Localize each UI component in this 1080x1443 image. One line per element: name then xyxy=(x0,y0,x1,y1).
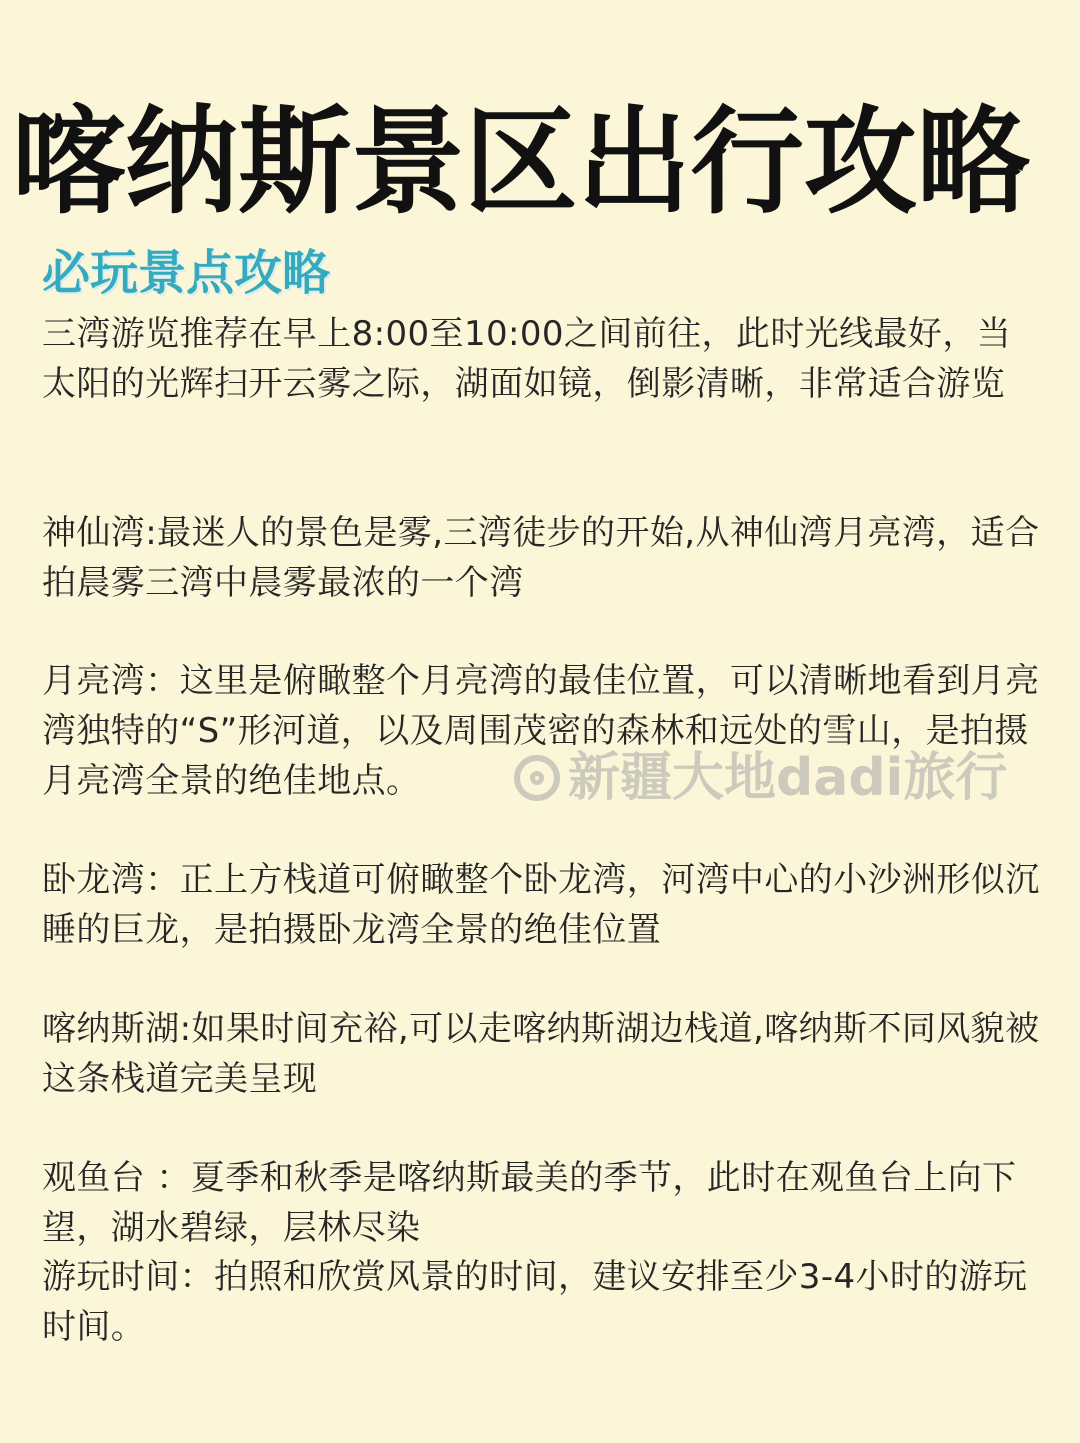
page-title: 喀纳斯景区出行攻略 xyxy=(12,94,1030,230)
visit-duration-paragraph: 游玩时间：拍照和欣赏风景的时间，建议安排至少3-4小时的游玩时间。 xyxy=(42,1257,1028,1347)
section-title: 必玩景点攻略 xyxy=(42,244,331,301)
shenxian-bay-paragraph: 神仙湾:最迷人的景色是雾,三湾徒步的开始,从神仙湾月亮湾，适合拍晨雾三湾中晨雾最浓的一个湾 xyxy=(42,513,1040,603)
moon-bay-paragraph: 月亮湾：这里是俯瞰整个月亮湾的最佳位置，可以清晰地看到月亮湾独特的“S”形河道，以及周围茂密的森林和远处的雪山，是拍摄月亮湾全景的绝佳地点。 xyxy=(42,661,1040,801)
three-bays-paragraph: 三湾游览推荐在早上8:00至10:00之间前往，此时光线最好，当太阳的光辉扫开云雾之际，湖面如镜，倒影清晰，非常适合游览 xyxy=(42,314,1012,404)
watermark-text: 新疆大地dadi旅行 xyxy=(568,748,1008,808)
wolong-bay-paragraph: 卧龙湾：正上方栈道可俯瞰整个卧龙湾，河湾中心的小沙洲形似沉睡的巨龙，是拍摄卧龙湾全景的绝佳位置 xyxy=(42,860,1040,950)
fish-watching-platform-paragraph: 观鱼台 ：夏季和秋季是喀纳斯最美的季节，此时在观鱼台上向下望，湖水碧绿，层林尽染 xyxy=(42,1158,1017,1248)
kanas-lake-paragraph: 喀纳斯湖:如果时间充裕,可以走喀纳斯湖边栈道,喀纳斯不同风貌被这条栈道完美呈现 xyxy=(42,1009,1040,1099)
